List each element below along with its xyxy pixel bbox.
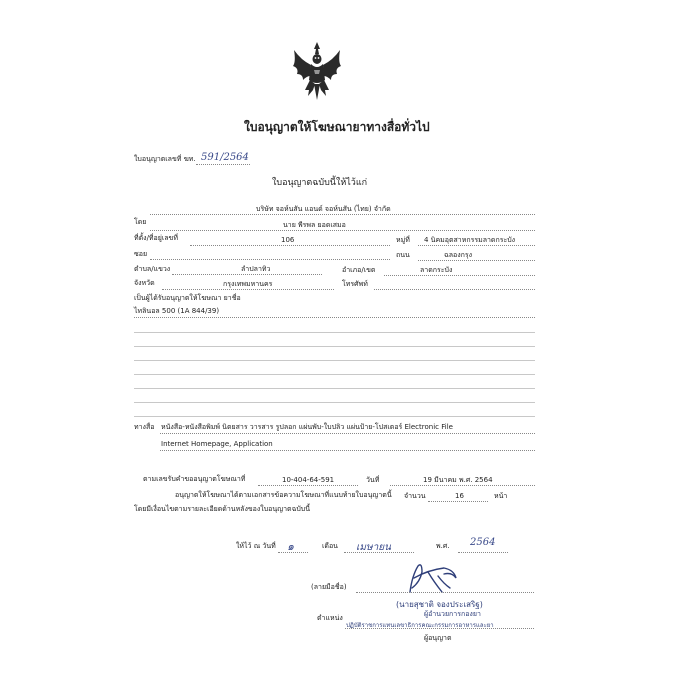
- given-year: 2564: [470, 537, 496, 548]
- given-on-label: ให้ไว้ ณ วันที่: [236, 542, 276, 550]
- pages-label: จำนวน: [404, 492, 426, 500]
- address-no-value: 106: [281, 236, 295, 244]
- road-value: ฉลองกรุง: [444, 251, 473, 259]
- media-label: ทางสื่อ: [134, 423, 155, 431]
- moo-label: หมู่ที่: [396, 236, 410, 244]
- signer-title-2: ปฏิบัติราชการแทนเลขาธิการคณะกรรมการอาหารและยา: [346, 622, 494, 629]
- blank-line-6: [134, 402, 535, 403]
- moo-underline: [418, 245, 535, 246]
- license-no-label: ใบอนุญาตเลขที่ ฆท.: [134, 155, 196, 163]
- amphoe-value: ลาดกระบัง: [420, 266, 453, 274]
- month-label: เดือน: [322, 542, 338, 550]
- drug-underline: [134, 317, 535, 318]
- company-name: บริษัท จอห์นสัน แอนด์ จอห์นสัน (ไทย) จำกัด: [256, 205, 391, 213]
- blank-line-5: [134, 388, 535, 389]
- tambon-underline: [172, 274, 322, 275]
- phone-underline: [374, 289, 535, 290]
- province-value: กรุงเทพมหานคร: [223, 280, 273, 288]
- media-line2: Internet Homepage, Application: [161, 440, 273, 448]
- amphoe-label: อำเภอ/เขต: [342, 266, 376, 274]
- license-no-value: 591/2564: [201, 152, 249, 163]
- blank-line-2: [134, 346, 535, 347]
- media-line1: หนังสือ-หนังสือพิมพ์ นิตยสาร วารสาร รูปลอก แผ่นพับ-ใบปลิว แผ่นป้าย-โปสเตอร์ Electronic File: [161, 423, 453, 431]
- given-day-underline: [278, 552, 308, 553]
- pages-value: 16: [455, 492, 464, 500]
- by-underline: [150, 230, 535, 231]
- request-no-label: ตามเลขรับคำขออนุญาตโฆษณาที่: [143, 475, 246, 483]
- pages-unit: หน้า: [494, 492, 508, 500]
- address-underline: [190, 245, 390, 246]
- province-label: จังหวัด: [134, 279, 155, 287]
- blank-line-3: [134, 360, 535, 361]
- request-no-underline: [258, 485, 358, 486]
- blank-line-4: [134, 374, 535, 375]
- company-underline: [150, 214, 535, 215]
- pages-underline: [428, 501, 488, 502]
- position-underline: [345, 628, 534, 629]
- blank-line-1: [134, 332, 535, 333]
- road-underline: [418, 260, 535, 261]
- position-label: ตำแหน่ง: [317, 614, 343, 622]
- by-label: โดย: [134, 218, 147, 226]
- licensor-label: ผู้อนุญาต: [424, 634, 452, 642]
- year-label: พ.ศ.: [436, 542, 450, 550]
- soi-label: ซอย: [134, 250, 148, 258]
- tambon-label: ตำบล/แขวง: [134, 265, 171, 273]
- given-month-underline: [344, 552, 414, 553]
- soi-underline: [150, 259, 390, 260]
- license-no-underline: [196, 164, 250, 165]
- media-underline-1: [160, 433, 535, 434]
- date-underline: [390, 485, 535, 486]
- approved-text: อนุญาตให้โฆษณาได้ตามเอกสารข้อความโฆษณาที่แนบท้ายใบอนุญาตนี้: [175, 491, 392, 499]
- tambon-value: ลำปลาทิว: [241, 265, 271, 273]
- permitted-label: เป็นผู้ได้รับอนุญาตให้โฆษณา ยาชื่อ: [134, 294, 241, 302]
- blank-line-7: [134, 416, 535, 417]
- phone-label: โทรศัพท์: [342, 280, 368, 288]
- date-value: 19 มีนาคม พ.ศ. 2564: [423, 476, 493, 484]
- signer-name: (นายสุชาติ จองประเสริฐ): [396, 600, 483, 609]
- address-no-label: ที่ตั้ง/ที่อยู่เลขที่: [134, 234, 178, 242]
- drug-name: ไทลินอล 500 (1A 844/39): [134, 307, 220, 315]
- signature-label: (ลายมือชื่อ): [311, 583, 347, 591]
- given-year-underline: [458, 552, 508, 553]
- signer-title-1: ผู้อำนวยการกองยา: [424, 610, 481, 618]
- garuda-emblem: [291, 40, 343, 102]
- province-underline: [162, 289, 334, 290]
- media-underline-2: [160, 450, 535, 451]
- by-value: นาย พีรพล ยอดเสมอ: [283, 221, 346, 229]
- road-label: ถนน: [396, 251, 410, 259]
- given-day: ๑: [287, 540, 294, 553]
- given-month: เมษายน: [356, 542, 391, 553]
- moo-value: 4 นิคมอุตสาหกรรมลาดกระบัง: [424, 236, 516, 244]
- request-no-value: 10-404-64-591: [282, 476, 335, 484]
- date-label: วันที่: [366, 476, 380, 484]
- signature-underline: [356, 592, 534, 593]
- amphoe-underline: [384, 275, 535, 276]
- document-title: ใบอนุญาตให้โฆษณายาทางสื่อทั่วไป: [244, 120, 430, 134]
- issued-to-heading: ใบอนุญาตฉบับนี้ให้ไว้แก่: [272, 178, 368, 188]
- conditions-text: โดยมีเงื่อนไขตามรายละเอียดด้านหลังของใบอนุญาตฉบับนี้: [134, 505, 311, 513]
